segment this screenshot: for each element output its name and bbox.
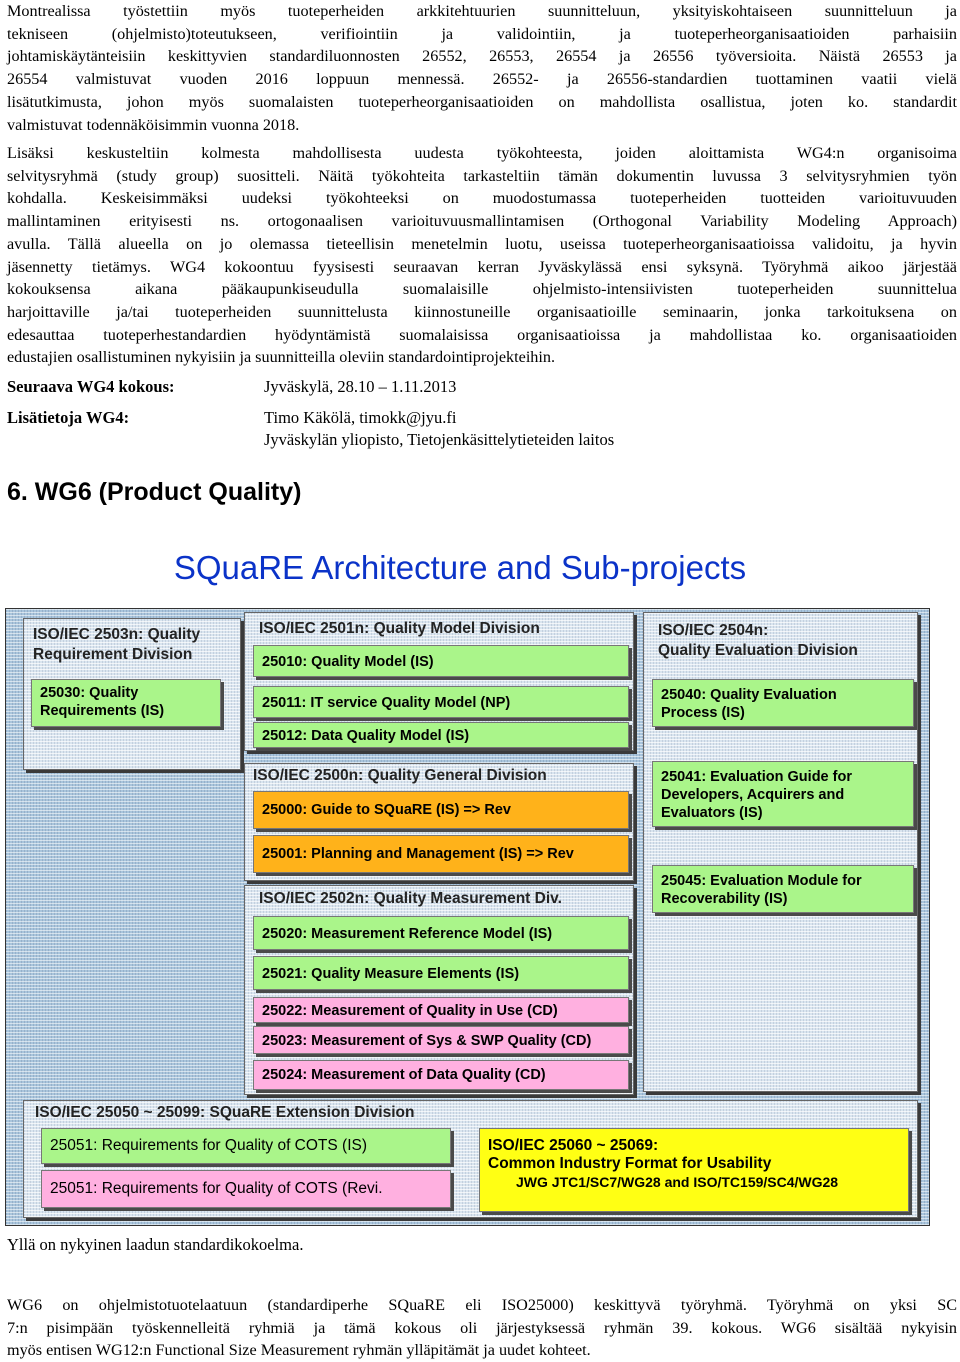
- box-25023: 25023: Measurement of Sys & SWP Quality (CD): [253, 1026, 629, 1054]
- box-25001: 25001: Planning and Management (IS) => Rev: [253, 835, 629, 873]
- paragraph-line: 26554 valmistuvat vuoden 2016 loppuun mennessä. 26552- ja 26556-standardien tuottaminen vaatii vielä: [7, 70, 957, 89]
- box-25060-title: ISO/IEC 25060 ~ 25069:: [488, 1137, 659, 1154]
- paragraph-line: Montrealissa työstettiin myös tuoteperheiden arkkitehtuurien suunnitteluun, yksityiskohtaiseen suunnitteluun ja: [7, 2, 957, 20]
- section-heading: 6. WG6 (Product Quality): [7, 478, 302, 506]
- box-25060: [479, 1128, 909, 1212]
- paragraph-line: edustajien osallistuminen nykyisiin ja suunnitteilla oleviin standardointiprojekteihin.: [7, 348, 556, 367]
- division-2503n: [23, 618, 241, 770]
- box-25024: 25024: Measurement of Data Quality (CD): [253, 1060, 629, 1090]
- box-25022: 25022: Measurement of Quality in Use (CD): [253, 997, 629, 1023]
- division-title: ISO/IEC 2501n: Quality Model Division: [259, 620, 540, 637]
- figure-title: SQuaRE Architecture and Sub-projects: [173, 549, 747, 586]
- next-meeting-value: Jyväskylä, 28.10 – 1.11.2013: [264, 377, 457, 396]
- box-25011: 25011: IT service Quality Model (NP): [253, 686, 629, 718]
- division-2504n: [643, 612, 918, 1092]
- division-title: ISO/IEC 2503n: Quality Requirement Division: [33, 626, 201, 663]
- box-25051-is: 25051: Requirements for Quality of COTS (IS): [41, 1128, 451, 1164]
- division-2501n: [244, 612, 634, 751]
- division-title: ISO/IEC 25050 ~ 25099: SQuaRE Extension Division: [35, 1104, 415, 1121]
- paragraph-line: Lisäksi keskusteltiin kolmesta mahdollisesta uudesta työkohteesta, joiden aloittamista WG4:n organisoima: [7, 144, 957, 162]
- paragraph-new-work-items: [7, 142, 957, 369]
- paragraph-line: edesauttaa tuoteperhestandardien hyödyntämistä suomalaisissa organisaatioissa ja mahdollistaa ko. organisaatioiden: [7, 325, 957, 344]
- division-2500n: [244, 763, 634, 881]
- box-25041: 25041: Evaluation Guide for Developers, Acquirers and Evaluators (IS): [652, 761, 914, 827]
- box-25060-jwg: JWG JTC1/SC7/WG28 and ISO/TC159/SC4/WG28: [516, 1174, 839, 1190]
- paragraph-wg4-drafts: [7, 0, 957, 136]
- division-title: ISO/IEC 2504n: Quality Evaluation Division: [658, 622, 858, 659]
- paragraph-line: valmistuvat todennäköisimmin vuonna 2018.: [7, 115, 300, 134]
- paragraph-line: jäsennetty tietämys. WG4 kokoontuu fyysisesti seuraavan kerran Jyväskylässä ensi syksynä. Työryhmä aikoo järjestää: [7, 257, 957, 276]
- paragraph-line: kohdalla. Keskeisimmäksi uudeksi työkohteeksi on muodostumassa tuoteperheiden tuotteiden varioituvuuden: [7, 189, 957, 208]
- division-extension: [23, 1100, 918, 1218]
- box-25010: 25010: Quality Model (IS): [253, 645, 629, 677]
- paragraph-line: selvitysryhmä (study group) suositteli. Näitä työkohteita tarkasteltiin tämän dokumentin luvussa 3 selvitysryhmien työn: [7, 166, 957, 185]
- contact-name: Timo Käkölä, timokk@jyu.fi: [264, 408, 457, 427]
- box-25045: 25045: Evaluation Module for Recoverability (IS): [652, 865, 914, 913]
- square-architecture-diagram: [5, 608, 930, 1226]
- box-25051-revision: 25051: Requirements for Quality of COTS (Revi.: [41, 1170, 451, 1208]
- paragraph-line: lisätutkimusta, johon myös suomalaisten tuoteperheorganisaatioiden on mahdollista osallistua, joten ko. standardit: [7, 92, 957, 111]
- box-25012: 25012: Data Quality Model (IS): [253, 722, 629, 748]
- paragraph-line: avulla. Tällä alueella on jo olemassa tieteellisin menetelmin luotu, useissa tuoteperheorganisaatioissa validoitu, ja hyvin: [7, 234, 957, 253]
- box-25021: 25021: Quality Measure Elements (IS): [253, 956, 629, 990]
- paragraph-line: mallintaminen erityisesti ns. ortogonaalisen varioituvuusmallintamisen (Orthogonal Variability Modeling Approach): [7, 212, 957, 231]
- contact-org: Jyväskylän yliopisto, Tietojenkäsittelytieteiden laitos: [264, 430, 615, 449]
- paragraph-line: myös entisen WG12:n Functional Size Measurement ryhmän ylläpitämät ja uudet kohteet.: [7, 1341, 591, 1360]
- box-25060-subtitle: Common Industry Format for Usability: [488, 1155, 772, 1172]
- division-title: ISO/IEC 2502n: Quality Measurement Div.: [259, 890, 562, 907]
- paragraph-line: 7:n pisimpään työskennelleitä ryhmiä ja tämä kokous oli järjestyksessä ryhmän 39. kokous. WG6 sisältää nykyisin: [7, 1318, 957, 1337]
- paragraph-line: WG6 on ohjelmistotuotelaatuun (standardiperhe SQuaRE eli ISO25000) keskittyvä työryhmä. Työryhmä on yksi SC: [7, 1296, 957, 1314]
- box-25030: 25030: Quality Requirements (IS): [31, 679, 221, 727]
- paragraph-line: harjoittaville ja/tai tuoteperheiden suunnittelusta kiinnostuneille organisaatioille seminaarin, jonka tarkoituksena on: [7, 302, 957, 321]
- next-meeting-label: Seuraava WG4 kokous:: [7, 377, 175, 396]
- paragraph-line: johtamiskäytänteisiin keskittyvien standardiluonnosten 26552, 26553, 26554 ja 26556 työversioita. Näistä 26553 ja: [7, 47, 957, 66]
- box-25020: 25020: Measurement Reference Model (IS): [253, 916, 629, 950]
- box-25000: 25000: Guide to SQuaRE (IS) => Rev: [253, 791, 629, 829]
- figure-caption: Yllä on nykyinen laadun standardikokoelma.: [7, 1235, 304, 1254]
- more-info-label: Lisätietoja WG4:: [7, 408, 130, 427]
- division-2502n: [244, 885, 634, 1095]
- division-title: ISO/IEC 2500n: Quality General Division: [253, 767, 547, 784]
- paragraph-line: tekniseen (ohjelmisto)toteutukseen, verifiointiin ja validointiin, ja tuoteperheorganisaatioiden parhaisiin: [7, 24, 957, 43]
- box-25040: 25040: Quality Evaluation Process (IS): [652, 679, 914, 727]
- paragraph-wg6: [7, 1294, 957, 1362]
- paragraph-line: kokouksensa aikana pääkaupunkiseudulla suomalaisille ohjelmisto-intensiivisten tuoteperheiden suunnittelua: [7, 280, 957, 299]
